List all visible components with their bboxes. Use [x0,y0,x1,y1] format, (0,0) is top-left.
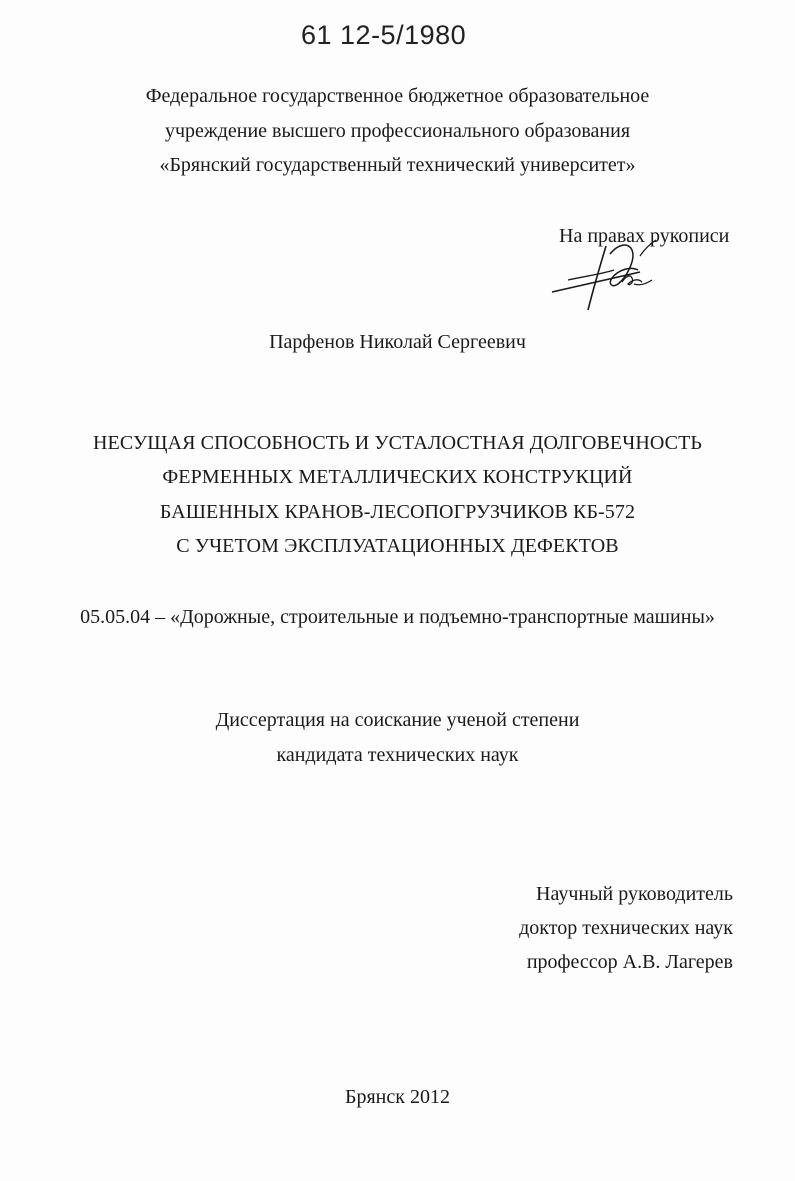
author-name: Парфенов Николай Сергеевич [269,331,526,353]
title-line-4: С УЧЕТОМ ЭКСПЛУАТАЦИОННЫХ ДЕФЕКТОВ [176,535,619,557]
organization-line-1: Федеральное государственное бюджетное образовательное [145,85,650,107]
title-line-3: БАШЕННЫХ КРАНОВ-ЛЕСОПОГРУЗЧИКОВ КБ-572 [159,501,636,523]
supervisor-line-1: Научный руководитель [536,883,733,905]
title-line-1: НЕСУЩАЯ СПОСОБНОСТЬ И УСТАЛОСТНАЯ ДОЛГОВЕЧНОСТЬ [93,432,702,454]
city-year: Брянск 2012 [345,1086,450,1108]
title-line-2: ФЕРМЕННЫХ МЕТАЛЛИЧЕСКИХ КОНСТРУКЦИЙ [162,466,633,488]
organization-line-3: «Брянский государственный технический университет» [159,154,636,176]
dissertation-line-2: кандидата технических наук [276,744,519,766]
organization-line-2: учреждение высшего профессионального образования [164,120,631,142]
archive-stamp: 61 12-5/1980 [301,20,467,50]
dissertation-line-1: Диссертация на соискание ученой степени [215,709,580,731]
handwritten-signature-icon [548,226,660,312]
supervisor-line-3: профессор А.В. Лагерев [526,951,733,973]
specialty-code: 05.05.04 – «Дорожные, строительные и подъемно-транспортные машины» [80,606,715,628]
supervisor-line-2: доктор технических наук [519,917,733,939]
manuscript-note: На правах рукописи [559,225,730,247]
